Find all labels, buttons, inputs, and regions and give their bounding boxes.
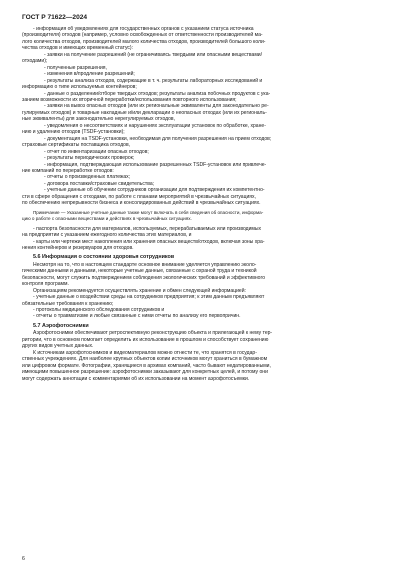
text-line: - результаты анализа отходов, содержащие в т. ч. результаты лабораторных исследований и [44, 77, 263, 84]
text-line: ные эквиваленты) для законодательно нерегулируемых отходов, [22, 116, 175, 123]
text-line: гическими данными и данными, некоторые учетные данные, связанные с охраной труда и техникой [22, 268, 257, 275]
text-line: других видов учетных данных. [22, 343, 94, 350]
note-line: Примечание — Указанные учетные данные также могут включать в себя сведения об опасности, информа- [33, 209, 264, 215]
text-line: Организациям рекомендуется осуществлять хранение и обмен следующей информацией: [33, 287, 246, 294]
text-line: контроля программ. [22, 281, 69, 288]
section-5-7-body [22, 330, 384, 382]
text-line: чества отходов и имеющих временный статус): [22, 45, 134, 52]
text-line: занием возможности их вторичной переработки/использования повторного использования; [22, 96, 237, 103]
text-line: - карты или чертежи мест накопления или хранения опасных веществ/отходов, включая зоны хра- [33, 238, 265, 245]
text-line: - информация, подтверждающая использование разрешенных TSDF-установок или привлече- [44, 161, 267, 168]
text-line: - информация об уведомлениях для государственных органов с указанием статуса источника [33, 26, 254, 32]
text-line: на предприятии с указанием ежегодного количества этих материалов, и [22, 232, 192, 239]
document-body [22, 26, 384, 382]
text-line: нию и удалению отходов (TSDF-установки); [22, 129, 125, 136]
text-line: могут содержать аннотации с комментариями об их использовании на момент аэрофотосъемки. [22, 375, 250, 382]
text-line: (производителя) отходов (например, условно освобожденных от ответственности производителей ма- [22, 32, 263, 39]
text-line: по обеспечению непрерывности бизнеса и консолидированных действий в чрезвычайных ситуациях. [22, 200, 261, 207]
text-line: - заявки на получение разрешений (не ограничиваясь твердыми или опасными веществами/ [44, 51, 263, 58]
text-line: - учетные данные об обучении сотрудников организации для подтверждения их компетентно- [44, 187, 265, 194]
text-line: или цифровом формате. Фотографии, хранящиеся в архивах компаний, часто бывают недатированными, [22, 362, 271, 369]
text-line: отходами); [22, 58, 48, 65]
text-line: - паспорта безопасности для материалов, используемых, перерабатываемых или производимых [33, 225, 262, 232]
note-line: цию о работе с опасными веществами и действиях в чрезвычайных ситуациях. [22, 216, 192, 222]
text-line: обязательные требования к хранению; [22, 300, 114, 307]
text-line: - заявки на вывоз опасных отходов (или их региональные эквиваленты для законодательно ре- [44, 103, 269, 110]
page-number: 6 [22, 556, 25, 562]
text-line: информацию о типе используемых контейнеров; [22, 84, 137, 91]
text-line: - изменения в/продление разрешений; [44, 71, 135, 78]
text-line: - отчеты о травматизме и любые связанные с ними отчеты по анализу его первопричин. [33, 313, 241, 320]
section-heading-5-7: 5.7 Аэрофотоснимки [33, 322, 89, 329]
text-line: безопасности, могут служить подтверждением соблюдения экологических требований и эффективного [22, 274, 266, 281]
text-line: нения контейнеров и резервуаров для отходов. [22, 244, 134, 251]
waste-records-list [22, 26, 384, 207]
text-line: К источникам аэрофотоснимков и видеоматериалов можно отнести те, что хранятся в государ- [33, 349, 257, 356]
text-line: - учетные данные о воздействии среды на сотрудников предприятия; к этим данным предъявляют [33, 294, 265, 301]
text-line: - данные о разделении/отборе твердых отходов; результаты анализа побочных продуктов с ука- [44, 90, 271, 97]
text-line: сти в сфере обращения с отходами, по работе с планами мероприятий в чрезвычайных ситуациях, [22, 193, 256, 200]
text-line: лого количества отходов, производителей малого количества отходов, производителей большого коли- [22, 38, 266, 45]
text-line: - документация на TSDF-установки, необходимая для получения разрешения на прием отходов; [44, 135, 272, 142]
text-line: - отчеты о произведенных платежах; [44, 174, 131, 181]
section-5-6-body [22, 262, 384, 320]
section-heading-5-6: 5.6 Информация о состоянии здоровья сотрудников [33, 254, 175, 261]
text-line: - отчет по инвентаризации опасных отходов; [44, 148, 149, 155]
text-line: гулируемых отходов) и товарные накладные и/или декларации о неопасных отходах (или их региональ- [22, 109, 267, 116]
text-line: - договора поставки/страховые свидетельства; [44, 180, 155, 187]
text-line: - полученные разрешения, [44, 64, 107, 71]
text-line: страховые сертификаты поставщика отходов, [22, 142, 131, 149]
text-line: Аэрофотоснимки обеспечивают ретроспективную реконструкцию объекта и прилегающей к нему тер- [33, 330, 273, 337]
text-line: Несмотря на то, что в настоящем стандарте основное внимание уделяется управлению эколо- [33, 261, 257, 268]
text-line: имеющими повышенное разрешение: аэрофотоснимки заказывают для конкретных целей, и потому они [22, 369, 268, 376]
safety-records-list [22, 226, 384, 252]
text-line: ние компаний по переработке отходов: [22, 167, 114, 174]
text-line: - уведомления о несоответствиях и нарушениях эксплуатации установок по обработке, хране- [44, 122, 266, 129]
text-line: - результаты периодических проверок; [44, 155, 135, 162]
page-header: ГОСТ Р 71622—2024 [22, 14, 88, 21]
note [22, 210, 384, 223]
text-line: ритории, что в основном помогает определить их использование в прошлом и способствует сохранению [22, 336, 269, 343]
text-line: - протоколы медицинского обследования сотрудников и [33, 307, 165, 314]
text-line: ственных учреждениях. Для наиболее крупных объектов копии источников могут храниться в бумажном [22, 356, 268, 363]
